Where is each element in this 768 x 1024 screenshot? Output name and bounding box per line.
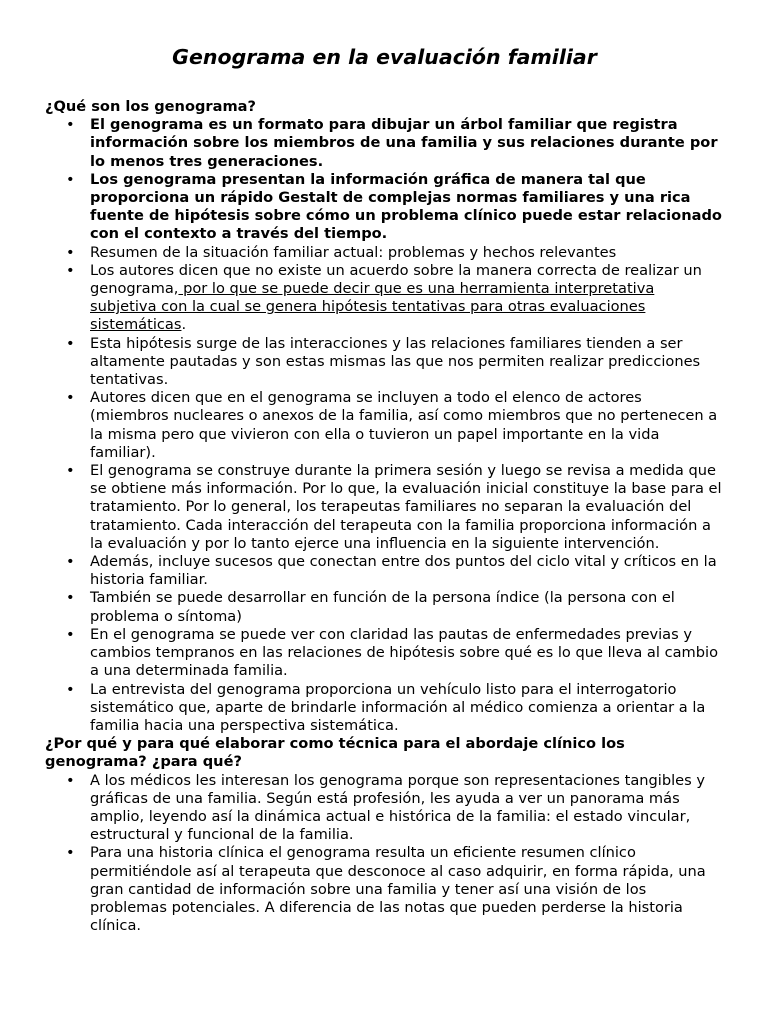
section-heading: ¿Por qué y para qué elaborar como técnica para el abordaje clínico los genograma? ¿para qué? xyxy=(45,735,625,771)
underlined-text: por lo que se puede decir que es una herramienta interpretativa subjetiva con la cual se genera hipótesis tentativas para otras evaluaciones sistemáticas xyxy=(90,280,655,334)
list-item xyxy=(45,262,724,335)
list-item: • Además, incluye sucesos que conectan entre dos puntos del ciclo vital y críticos en la historia familiar. xyxy=(45,553,724,589)
section-heading: ¿Qué son los genograma? xyxy=(45,98,256,115)
document-title: Genograma en la evaluación familiar xyxy=(172,45,597,69)
list-item: • Para una historia clínica el genograma resulta un eficiente resumen clínico permitiéndole así al terapeuta que desconoce al caso adquirir, en forma rápida, una gran cantidad de información sobre una familia y tener así una visión de los problemas potenciales. A diferencia de las notas que pueden perderse la historia clínica. xyxy=(45,844,724,935)
section-why-genograms xyxy=(45,735,724,935)
item-text-end: . xyxy=(181,316,187,334)
item-text: Los autores dicen que no existe un acuerdo sobre la manera correcta de realizar un genograma, xyxy=(90,261,702,298)
section-what-are-genograms xyxy=(45,98,724,735)
list-item: • A los médicos les interesan los genograma porque son representaciones tangibles y gráficas de una familia. Según está profesión, les ayuda a ver un panorama más amplio, leyendo así la dinámica actual e histórica de la familia: el estado vincular, estructural y funcional de la familia. xyxy=(45,772,724,845)
bullet-list xyxy=(45,116,724,735)
list-item: • Esta hipótesis surge de las interacciones y las relaciones familiares tienden a ser altamente pautadas y son estas mismas las que nos permiten realizar predicciones tentativas. xyxy=(45,335,724,390)
bullet-list xyxy=(45,772,724,936)
list-item: • También se puede desarrollar en función de la persona índice (la persona con el problema o síntoma) xyxy=(45,589,724,625)
list-item: • Autores dicen que en el genograma se incluyen a todo el elenco de actores (miembros nucleares o anexos de la familia, así como miembros que no pertenecen a la misma pero que vivieron con ella o tuvieron un papel importante en la vida familiar). xyxy=(45,389,724,462)
list-item: • Resumen de la situación familiar actual: problemas y hechos relevantes xyxy=(45,244,724,262)
list-item: • Los genograma presentan la información gráfica de manera tal que proporciona un rápido Gestalt de complejas normas familiares y una rica fuente de hipótesis sobre cómo un problema clínico puede estar relacionado con el contexto a través del tiempo. xyxy=(45,171,724,244)
list-item: • El genograma es un formato para dibujar un árbol familiar que registra información sobre los miembros de una familia y sus relaciones durante por lo menos tres generaciones. xyxy=(45,116,724,171)
list-item: • En el genograma se puede ver con claridad las pautas de enfermedades previas y cambios tempranos en las relaciones de hipótesis sobre qué es lo que lleva al cambio a una determinada familia. xyxy=(45,626,724,681)
list-item: • La entrevista del genograma proporciona un vehículo listo para el interrogatorio sistemático que, aparte de brindarle información al médico comienza a orientar a la familia hacia una perspectiva sistemática. xyxy=(45,681,724,736)
list-item: • El genograma se construye durante la primera sesión y luego se revisa a medida que se obtiene más información. Por lo que, la evaluación inicial constituye la base para el tratamiento. Por lo general, los terapeutas familiares no separan la evaluación del tratamiento. Cada interacción del terapeuta con la familia proporciona información a la evaluación y por lo tanto ejerce una influencia en la siguiente intervención. xyxy=(45,462,724,553)
